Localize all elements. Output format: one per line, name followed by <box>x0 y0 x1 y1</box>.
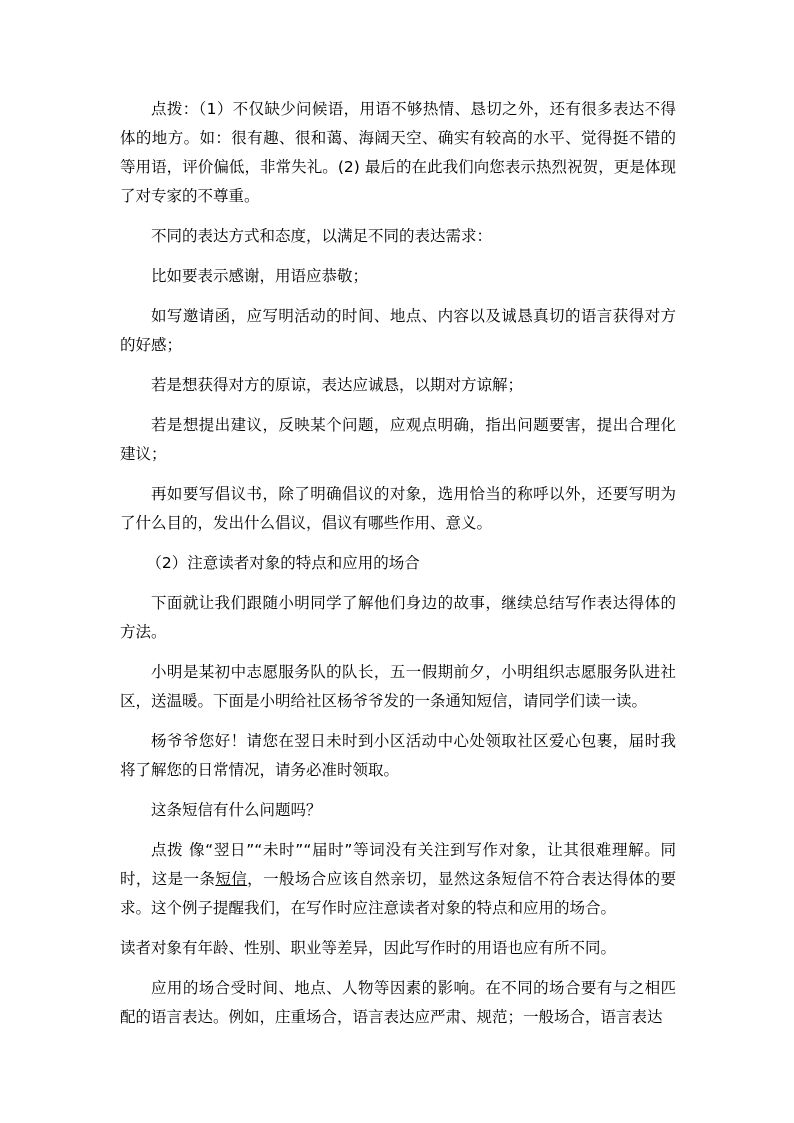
document-body <box>120 95 676 1043</box>
hint-2-after: ，一般场合应该自然亲切，显然这条短信不符合表达得体的要求。这个例子提醒我们，在写作时应注意读者对象的特点和应用的场合。 <box>120 870 676 917</box>
paragraph-invitation: 如写邀请函，应写明活动的时间、地点、内容以及诚恳真切的语言获得对方的好感； <box>120 307 676 354</box>
paragraph-intro-story: 下面就让我们跟随小明同学了解他们身边的故事，继续总结写作表达得体的方法。 <box>120 594 676 641</box>
paragraph-expression-needs: 不同的表达方式和态度，以满足不同的表达需求： <box>151 227 493 245</box>
section-heading-2: （2）注意读者对象的特点和应用的场合 <box>146 554 420 572</box>
paragraph-proposal: 再如要写倡议书，除了明确倡议的对象，选用恰当的称呼以外，还要写明为了什么目的，发出什么倡议，倡议有哪些作用、意义。 <box>120 485 676 532</box>
paragraph-suggestion: 若是想提出建议，反映某个问题，应观点明确，指出问题要害，提出合理化建议； <box>120 416 676 463</box>
paragraph-apology: 若是想获得对方的原谅，表达应诚恳，以期对方谅解； <box>151 376 524 394</box>
paragraph-readers: 读者对象有年龄、性别、职业等差异，因此写作时的用语也应有所不同。 <box>120 939 617 957</box>
paragraph-xiaoming: 小明是某初中志愿服务队的队长，五一假期前夕，小明组织志愿服务队进社区，送温暖。下面是小明给社区杨爷爷发的一条通知短信，请同学们读一读。 <box>120 663 676 710</box>
hint-2-before: 点拨 像“翌日”“未时”“届时”等词没有关注到写作对象，让其很难理解。同时，这是一条 <box>120 841 676 888</box>
underlined-word-sms: 短信 <box>215 870 248 888</box>
paragraph-occasions: 应用的场合受时间、地点、人物等因素的影响。在不同的场合要有与之相匹配的语言表达。例如，庄重场合，语言表达应严肃、规范；一般场合，语言表达 <box>120 979 676 1026</box>
paragraph-thanks: 比如要表示感谢，用语应恭敬； <box>151 267 369 285</box>
paragraph-hint-2 <box>120 836 676 923</box>
paragraph-hint-1: 点拨：（1）不仅缺少问候语，用语不够热情、恳切之外，还有很多表达不得体的地方。如：很有趣、很和蔼、海阔天空、确实有较高的水平、觉得挺不错的等用语，评价偏低，非常失礼。(2) 最后的在此我们向您表示热烈祝贺，更是体现了对专家的不尊重。 <box>120 100 676 205</box>
paragraph-question: 这条短信有什么问题吗？ <box>151 801 322 819</box>
paragraph-sms: 杨爷爷您好！请您在翌日未时到小区活动中心处领取社区爱心包裹，届时我将了解您的日常情况，请务必准时领取。 <box>120 732 676 779</box>
